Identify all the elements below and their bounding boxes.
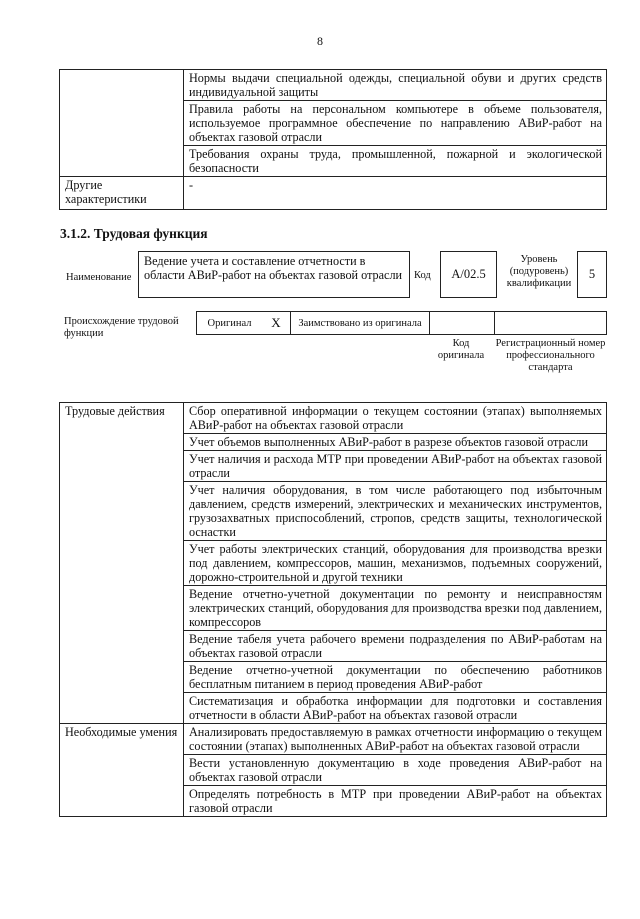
table-cell: Правила работы на персональном компьютере в объеме пользователя, используемое программное обеспечение по направлению АВиР-работ на объектах газовой отрасли [184,101,607,146]
code-original-caption: Код оригинала [437,338,485,361]
table-cell: Требования охраны труда, промышленной, пожарной и экологической безопасности [184,146,607,177]
table-cell: Нормы выдачи специальной одежды, специальной обуви и других средств индивидуальной защиты [184,70,607,101]
table-cell: Анализировать предоставляемую в рамках отчетности информацию о текущем состоянии (этапах) выполненных АВиР-работ на объектах газовой отрасли [184,724,607,755]
table-cell: Определять потребность в МТР при проведении АВиР-работ на объектах газовой отрасли [184,786,607,817]
reg-number-cell [495,312,606,334]
origin-label: Происхождение трудовой функции [64,316,179,339]
other-characteristics-label: Другие характеристики [60,177,184,210]
group-label-cell: Трудовые действия [60,403,184,724]
original-label: Оригинал [207,317,252,329]
function-content-table [59,402,607,817]
table-cell: Сбор оперативной информации о текущем состоянии (этапах) выполняемых АВиР-работ на объектах газовой отрасли [184,403,607,434]
row-label-cell [60,70,184,177]
table-cell: Учет объемов выполненных АВиР-работ в разрезе объектов газовой отрасли [184,434,607,451]
level-value-box: 5 [577,251,607,298]
name-label: Наименование [66,272,132,283]
section-title: 3.1.2. Трудовая функция [60,226,208,241]
table-row [60,70,607,101]
table-cell: Систематизация и обработка информации для подготовки и составления отчетности в области АВиР-работ на объектах газовой отрасли [184,693,607,724]
table-row [60,724,607,755]
level-label: Уровень (подуровень) квалификации [506,254,572,289]
requirements-table [59,69,607,210]
code-label: Код [414,270,431,281]
group-label-cell: Необходимые умения [60,724,184,817]
original-mark: X [262,312,291,334]
reg-number-caption: Регистрационный номер профессионального стандарта [495,338,606,373]
function-name-box: Ведение учета и составление отчетности в области АВиР-работ на объектах газовой отрасли [138,251,410,298]
page-number: 8 [317,34,323,48]
table-row [60,403,607,434]
table-cell: Ведение табеля учета рабочего времени подразделения по АВиР-работам на объектах газовой отрасли [184,631,607,662]
table-cell: Учет работы электрических станций, оборудования для производства врезки под давлением, компрессоров, машин, механизмов, подъемных сооружений, дорожно-строительной и другой техники [184,541,607,586]
table-cell: Вести установленную документацию в ходе проведения АВиР-работ на объектах газовой отрасли [184,755,607,786]
table-cell: Учет наличия оборудования, в том числе работающего под избыточным давлением, средств измерений, электрических и механических инструментов, грузозахватных приспособлений, стропов, средств защиты, технологической оснастки [184,482,607,541]
origin-row [196,311,607,335]
original-code-cell [430,312,495,334]
code-value-box: А/02.5 [440,251,497,298]
other-characteristics-value: - [184,177,607,210]
borrowed-label: Заимствовано из оригинала [291,312,430,334]
table-row [60,177,607,210]
table-cell: Ведение отчетно-учетной документации по обеспечению работников бесплатным питанием в период проведения АВиР-работ [184,662,607,693]
table-cell: Учет наличия и расхода МТР при проведении АВиР-работ на объектах газовой отрасли [184,451,607,482]
table-cell: Ведение отчетно-учетной документации по ремонту и неисправностям электрических станций, оборудования для производства врезки под давлением, компрессоров [184,586,607,631]
